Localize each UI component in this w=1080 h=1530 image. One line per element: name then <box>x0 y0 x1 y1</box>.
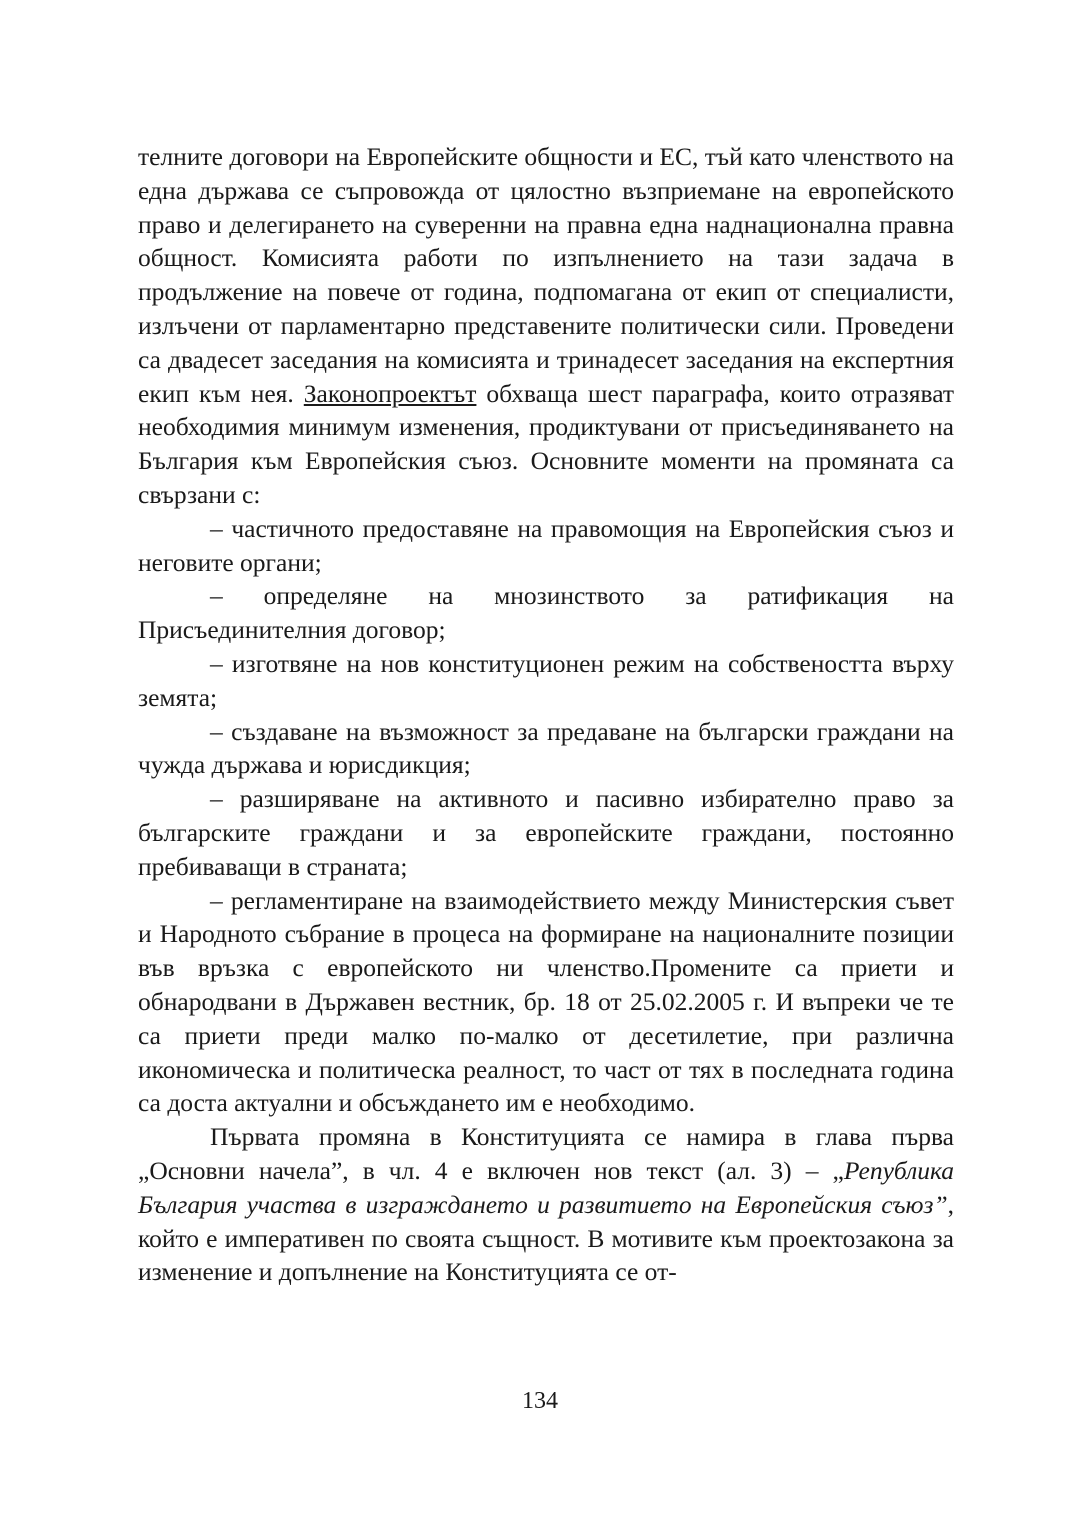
list-item <box>138 715 954 783</box>
list-item <box>138 579 954 647</box>
list-item-text: – изготвяне на нов конституционен режим на собствеността върху земята; <box>138 648 954 712</box>
list-item-text: – създаване на възможност за предаване на български граждани на чужда държава и юрисдикция; <box>138 716 954 780</box>
text-run: телните договори на Европейските общности и ЕС, тъй като членството на една държава се съпровожда от цялостно възприемане на европейското право и делегирането на суверенни на правна една наднационална правна общност. Комисията работи по изпълнението на тази задача в продължение на повече от година, подпомагана от екип от специалисти, излъчени от парламентарно представените политически сили. Проведени са двадесет заседания на комисията и тринадесет заседания на експертния екип към нея. <box>138 142 954 408</box>
paragraph <box>138 1120 954 1289</box>
list-item-text: – частичното предоставяне на правомощия на Европейския съюз и неговите органи; <box>138 513 954 577</box>
text-run: Първата промяна в Конституцията се намира в глава първа „Основни начела”, в чл. 4 е включен нов текст (ал. 3) – „ <box>138 1122 954 1185</box>
list-item <box>138 512 954 580</box>
list-item <box>138 782 954 883</box>
quoted-constitution-text: Република България участва в изграждането и развитието на Европейския съюз” <box>138 1155 954 1219</box>
paragraph <box>138 140 954 512</box>
list-item-text: – разширяване на активното и пасивно избирателно право за българските граждани и за европейските граждани, постоянно пребиваващи в страната; <box>138 784 954 881</box>
page-number: 134 <box>522 1388 558 1414</box>
list-item <box>138 884 954 1121</box>
document-body <box>138 140 954 1289</box>
underlined-term: Законопроектът <box>303 378 477 408</box>
text-run: , който е императивен по своята същност. В мотивите към проектозакона за изменение и допълнение на Конституцията се от- <box>138 1189 954 1287</box>
list-item-text: – определяне на мнозинството за ратификация на Присъединителния договор; <box>138 581 954 645</box>
text-run: обхваща шест параграфа, които отразяват необходимия минимум изменения, продиктувани от присъединяването на България към Европейския съюз. Основните моменти на промяната са свързани с: <box>138 378 955 509</box>
list-item <box>138 647 954 715</box>
list-item-text: – регламентиране на взаимодействието между Министерския съвет и Народното събрание в процеса на формиране на националните позиции във връзка с европейското ни членство.Промените са приети и обнародвани в Държавен вестник, бр. 18 от 25.02.2005 г. И въпреки че те са приети преди малко по-малко от десетилетие, при различна икономическа и политическа реалност, то част от тях в последната година са доста актуални и обсъждането им е необходимо. <box>138 885 954 1118</box>
